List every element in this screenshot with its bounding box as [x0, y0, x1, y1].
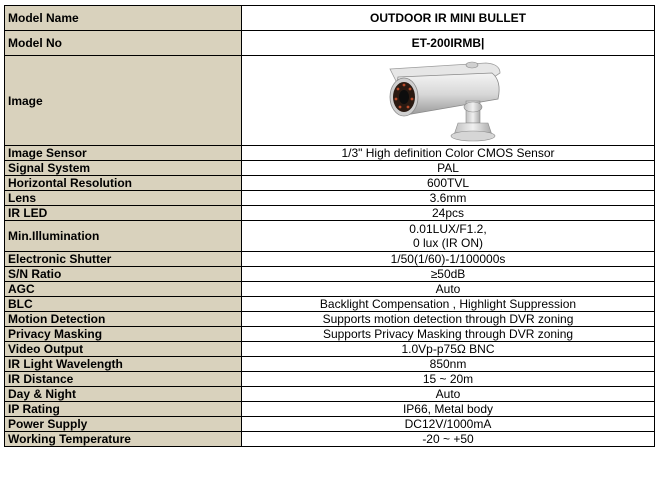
table-row [5, 372, 655, 387]
spec-label: Privacy Masking [5, 327, 242, 342]
table-row [5, 146, 655, 161]
spec-value: ≥50dB [242, 267, 655, 282]
table-row [5, 282, 655, 297]
table-row [5, 417, 655, 432]
table-row [5, 6, 655, 31]
spec-label: BLC [5, 297, 242, 312]
spec-label: Power Supply [5, 417, 242, 432]
spec-label: Min.Illumination [5, 221, 242, 252]
spec-label: Signal System [5, 161, 242, 176]
spec-label: Horizontal Resolution [5, 176, 242, 191]
spec-value: Auto [242, 282, 655, 297]
spec-label: Model No [5, 31, 242, 56]
spec-value [242, 221, 655, 252]
table-row [5, 297, 655, 312]
table-row [5, 31, 655, 56]
spec-value: Backlight Compensation , Highlight Suppression [242, 297, 655, 312]
spec-label: IR Distance [5, 372, 242, 387]
table-row [5, 402, 655, 417]
spec-value: 1.0Vp-p75Ω BNC [242, 342, 655, 357]
table-row [5, 267, 655, 282]
table-row [5, 221, 655, 252]
table-row [5, 191, 655, 206]
table-row [5, 252, 655, 267]
spec-table [4, 5, 655, 447]
spec-label: Working Temperature [5, 432, 242, 447]
table-row [5, 176, 655, 191]
table-row [5, 432, 655, 447]
spec-label: Lens [5, 191, 242, 206]
table-row [5, 342, 655, 357]
table-row [5, 387, 655, 402]
spec-value: IP66, Metal body [242, 402, 655, 417]
spec-label: IR Light Wavelength [5, 357, 242, 372]
spec-value: -20 ~ +50 [242, 432, 655, 447]
spec-label: IP Rating [5, 402, 242, 417]
spec-value: Auto [242, 387, 655, 402]
camera-icon [368, 59, 528, 143]
table-row [5, 161, 655, 176]
spec-value: OUTDOOR IR MINI BULLET [242, 6, 655, 31]
product-image-cell [242, 56, 655, 146]
spec-value-line: 0.01LUX/F1.2, [409, 222, 487, 236]
spec-label: Model Name [5, 6, 242, 31]
spec-value: Supports Privacy Masking through DVR zoning [242, 327, 655, 342]
spec-value: 15 ~ 20m [242, 372, 655, 387]
spec-value: PAL [242, 161, 655, 176]
spec-value: 1/50(1/60)-1/100000s [242, 252, 655, 267]
table-row [5, 357, 655, 372]
spec-value: ET-200IRMB| [242, 31, 655, 56]
spec-value: DC12V/1000mA [242, 417, 655, 432]
spec-label: AGC [5, 282, 242, 297]
spec-label: Day & Night [5, 387, 242, 402]
spec-label: S/N Ratio [5, 267, 242, 282]
spec-value: 600TVL [242, 176, 655, 191]
table-row [5, 206, 655, 221]
spec-value: 3.6mm [242, 191, 655, 206]
table-row [5, 312, 655, 327]
spec-label: Image [5, 56, 242, 146]
table-row [5, 56, 655, 146]
spec-label: Electronic Shutter [5, 252, 242, 267]
spec-value-line: 0 lux (IR ON) [412, 236, 483, 250]
spec-value: 24pcs [242, 206, 655, 221]
spec-value: 850nm [242, 357, 655, 372]
spec-value: 1/3" High definition Color CMOS Sensor [242, 146, 655, 161]
spec-label: Image Sensor [5, 146, 242, 161]
spec-label: Video Output [5, 342, 242, 357]
table-row [5, 327, 655, 342]
spec-label: IR LED [5, 206, 242, 221]
spec-value: Supports motion detection through DVR zoning [242, 312, 655, 327]
spec-label: Motion Detection [5, 312, 242, 327]
